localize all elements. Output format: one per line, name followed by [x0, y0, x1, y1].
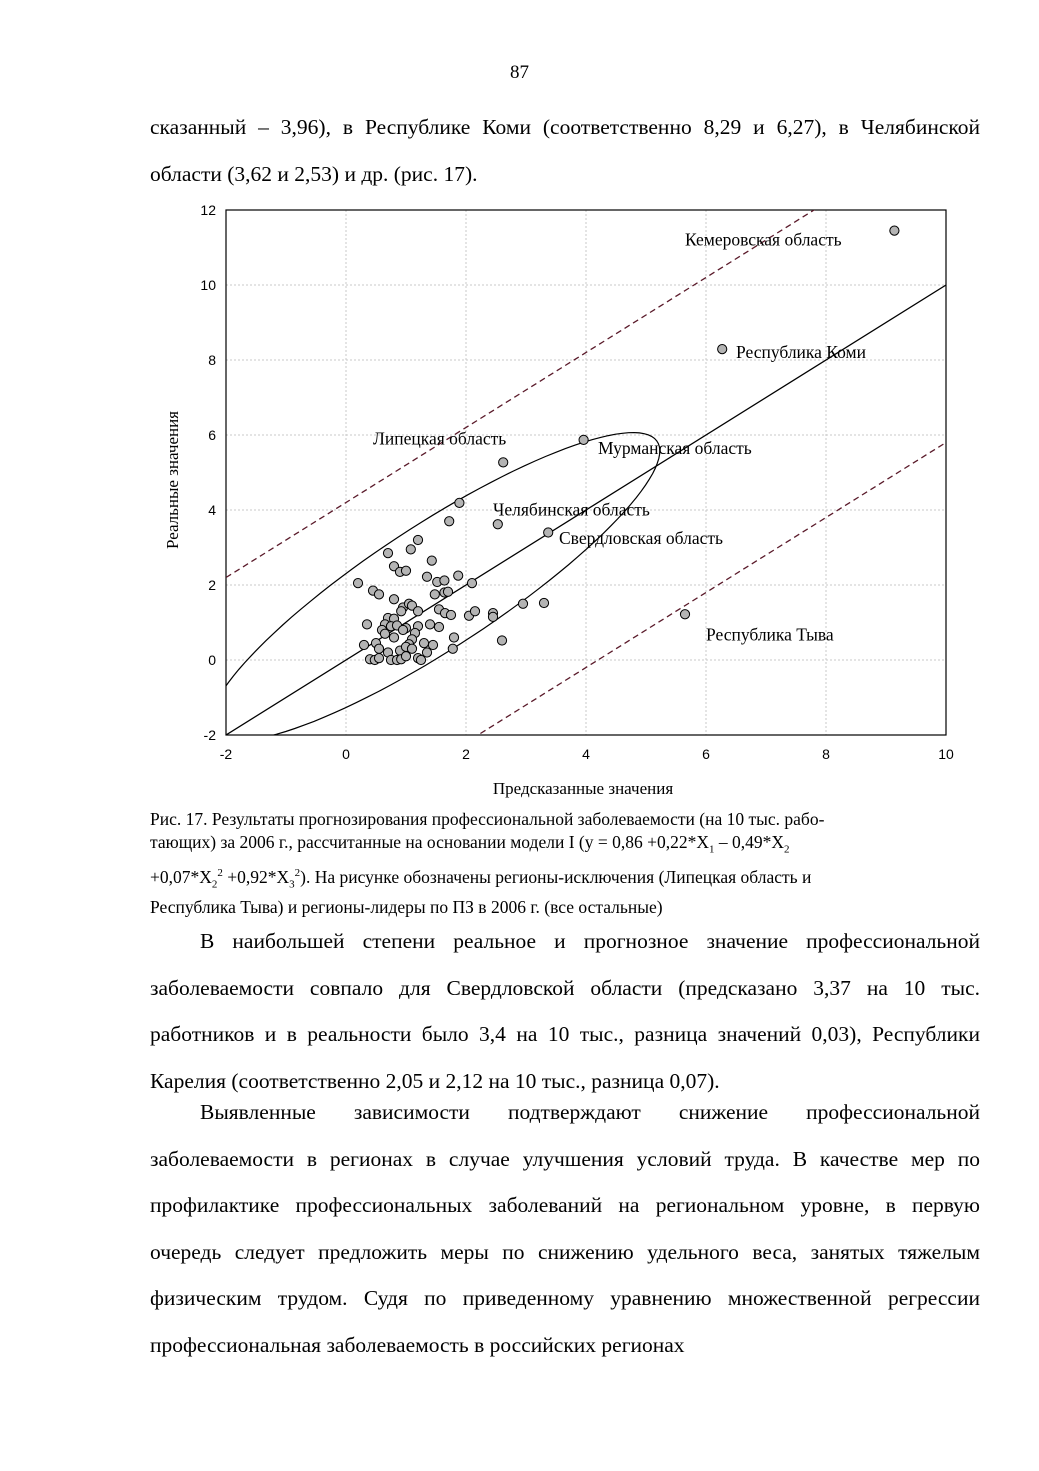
data-point: [499, 458, 508, 467]
data-point: [422, 572, 431, 581]
data-point: [579, 435, 588, 444]
data-point: [445, 517, 454, 526]
chart-grid: [226, 210, 946, 735]
annotation-label: Мурманская область: [598, 437, 752, 458]
annotation-label: Республика Тыва: [706, 624, 834, 645]
annotation-label: Челябинская область: [493, 499, 650, 520]
annotation-label: Липецкая область: [373, 428, 507, 449]
data-point: [416, 655, 425, 664]
caption-line-1: Рис. 17. Результаты прогнозирования профессиональной заболеваемости (на 10 тыс. рабо-: [150, 809, 825, 829]
x-axis-label: Предсказанные значения: [492, 779, 674, 798]
caption-line-2: тающих) за 2006 г., рассчитанные на основании модели I ($y = 0,86 +0,22*X_1 - 0,49*X_2$: [150, 832, 790, 856]
data-point: [374, 590, 383, 599]
chart-ticks: [200, 202, 954, 762]
data-point: [446, 610, 455, 619]
data-point: [443, 587, 452, 596]
data-point: [397, 607, 406, 616]
data-point: [380, 629, 389, 638]
data-point: [413, 535, 422, 544]
data-point: [428, 640, 437, 649]
data-point: [353, 579, 362, 588]
y-tick-label: 4: [208, 502, 216, 518]
y-tick-label: 2: [208, 577, 216, 593]
paragraph-bottom: Выявленные зависимости подтверждают снижение профессиональной заболеваемости в регионах в случае улучшения условий труда. В качестве мер по профилактике профессиональных заболеваний на региональном уровне, в первую очередь следует предложить меры по снижению удельного веса, занятых тяжелым физическим трудом. Судя по приведенному уравнению множественной регрессии профессиональная заболеваемость в российских регионах: [150, 1100, 980, 1357]
x-tick-label: 2: [462, 746, 470, 762]
x-tick-label: 0: [342, 746, 350, 762]
data-point: [518, 599, 527, 608]
data-point: [455, 498, 464, 507]
data-point: [434, 622, 443, 631]
figure-caption: [150, 808, 966, 919]
data-point: [449, 633, 458, 642]
data-point: [362, 620, 371, 629]
annotation-label: Свердловская область: [559, 527, 723, 548]
confidence-ellipse: [210, 433, 660, 741]
scatter-chart: [150, 195, 970, 805]
data-point: [401, 652, 410, 661]
data-point: [419, 639, 428, 648]
paragraph-middle: В наибольшей степени реальное и прогнозное значение профессиональной заболеваемости совпало для Свердловской области (предсказано 3,37 на 10 тыс. работников и в реальности было 3,4 на 10 тыс., разница значений 0,03), Республики Карелия (соответственно 2,05 и 2,12 на 10 тыс., разница 0,07).: [150, 929, 980, 1093]
annotation-label: Кемеровская область: [685, 229, 842, 250]
annotation-label: Республика Коми: [736, 342, 866, 363]
chart-frame: [226, 210, 946, 735]
y-tick-label: 6: [208, 427, 216, 443]
data-point: [448, 644, 457, 653]
caption-line-4: Республика Тыва) и регионы-лидеры по ПЗ в 2006 г. (все остальные): [150, 896, 663, 917]
x-tick-label: 10: [938, 746, 954, 762]
data-point: [454, 571, 463, 580]
y-tick-label: 12: [200, 202, 216, 218]
caption-line-3: $+0,07*X_2^2 +0,92*X_3^2$). На рисунке обозначены регионы-исключения (Липецкая область и: [150, 866, 812, 890]
data-point: [680, 610, 689, 619]
data-point: [413, 607, 422, 616]
x-tick-label: 8: [822, 746, 830, 762]
x-tick-label: -2: [219, 746, 233, 762]
y-tick-label: -2: [203, 727, 216, 743]
data-point: [544, 528, 553, 537]
data-point: [383, 549, 392, 558]
data-point: [539, 598, 548, 607]
data-point: [401, 566, 410, 575]
x-tick-label: 6: [702, 746, 710, 762]
y-tick-label: 10: [200, 277, 216, 293]
data-point: [389, 633, 398, 642]
data-point: [422, 648, 431, 657]
paragraph-top: сказанный – 3,96), в Республике Коми (соответственно 8,29 и 6,27), в Челябинской области (3,62 и 2,53) и др. (рис. 17).: [150, 115, 980, 186]
data-point: [425, 620, 434, 629]
data-point: [359, 640, 368, 649]
page-number: 87: [510, 62, 529, 83]
x-tick-label: 4: [582, 746, 590, 762]
y-tick-label: 8: [208, 352, 216, 368]
data-point: [467, 579, 476, 588]
data-point: [488, 612, 497, 621]
data-point: [440, 576, 449, 585]
data-point: [406, 545, 415, 554]
data-point: [374, 654, 383, 663]
data-point: [374, 644, 383, 653]
data-point: [430, 590, 439, 599]
data-point: [407, 644, 416, 653]
data-point: [398, 625, 407, 634]
y-tick-label: 0: [208, 652, 216, 668]
data-point: [470, 607, 479, 616]
data-point: [427, 556, 436, 565]
plot-frame: [226, 210, 946, 735]
data-point: [497, 636, 506, 645]
y-axis-label: Реальные значения: [163, 410, 182, 550]
data-point: [890, 226, 899, 235]
data-point: [718, 345, 727, 354]
data-point: [389, 595, 398, 604]
data-point: [493, 520, 502, 529]
